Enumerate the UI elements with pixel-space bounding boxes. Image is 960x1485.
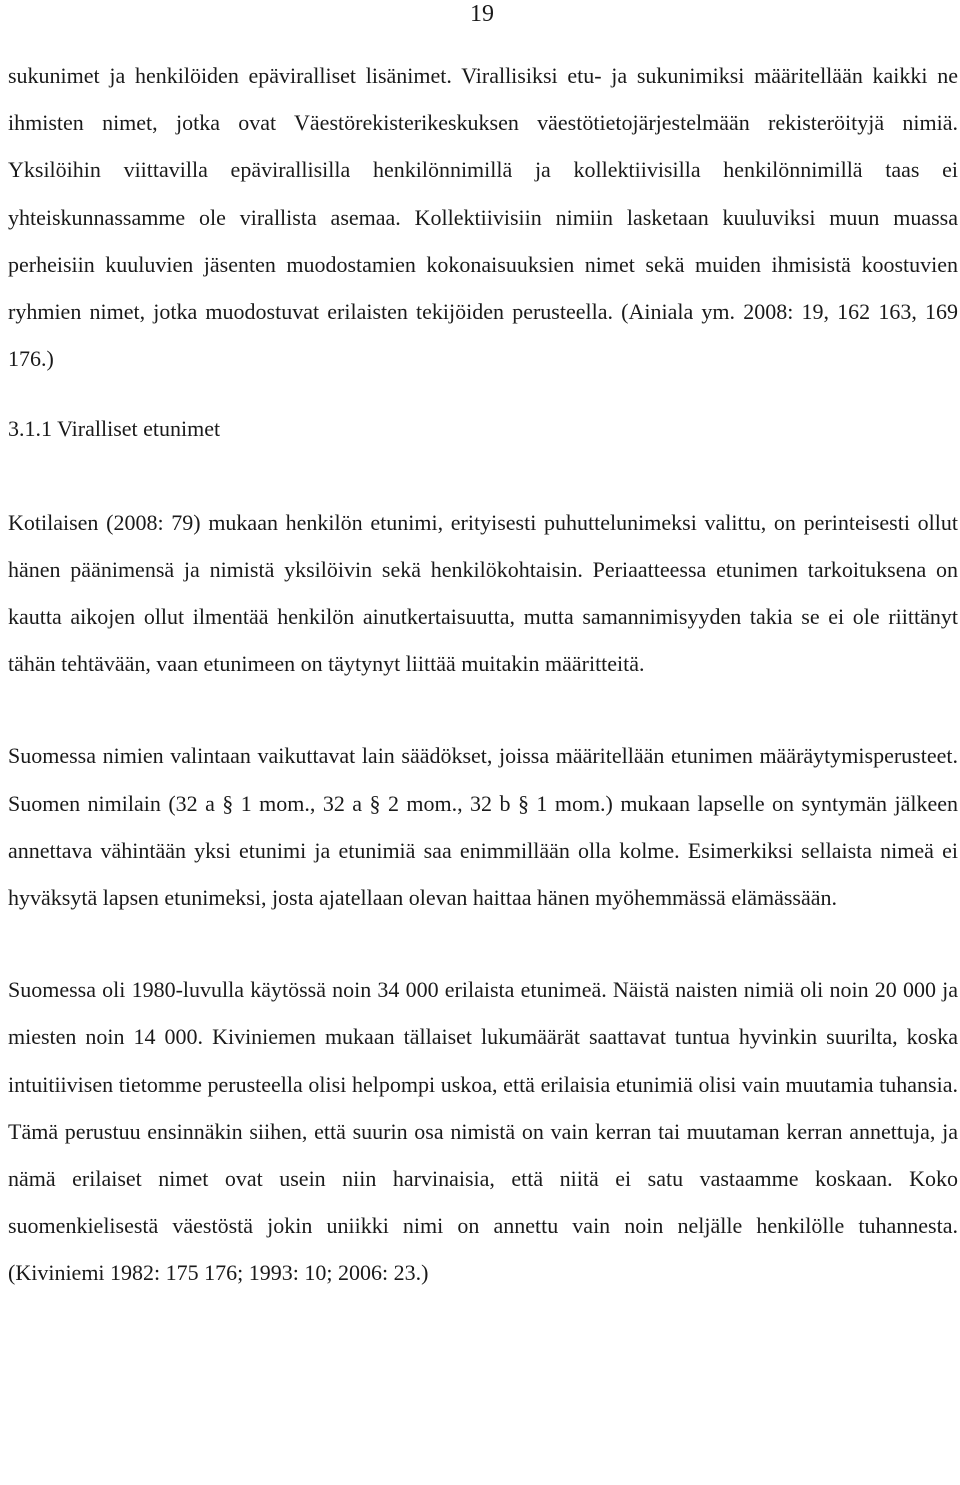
page-number: 19 xyxy=(470,1,494,27)
paragraph-name-law: Suomessa nimien valintaan vaikuttavat lain säädökset, joissa määritellään etunimen määräytymisperusteet. Suomen nimilain (32 a § 1 mom., 32 a § 2 mom., 32 b § 1 mom.) mukaan lapselle on syntymän jälkeen annettava vähintään yksi etunimi ja etunimiä saa enimmillään olla kolme. Esimerkiksi sellaista nimeä ei hyväksytä lapsen etunimeksi, josta ajatellaan olevan haittaa hänen myöhemmässä elämässään. xyxy=(8,743,958,911)
section-heading: 3.1.1 Viralliset etunimet xyxy=(8,416,221,442)
paragraph-official-first-names: Kotilaisen (2008: 79) mukaan henkilön etunimi, erityisesti puhuttelunimeksi valittu, on perinteisesti ollut hänen päänimensä ja nimistä yksilöivin sekä henkilökohtaisin. Periaatteessa etunimen tarkoituksena on kautta aikojen ollut ilmentää henkilön ainutkertaisuutta, mutta samannimisyyden takia se ei ole riittänyt tähän tehtävään, vaan etunimeen on täytynyt liittää muitakin määritteitä. xyxy=(8,509,958,677)
document-body xyxy=(8,52,958,1297)
paragraph-name-statistics: Suomessa oli 1980-luvulla käytössä noin 34 000 erilaista etunimeä. Näistä naisten nimiä oli noin 20 000 ja miesten noin 14 000. Kiviniemen mukaan tällaiset lukumäärät saattavat tuntua hyvinkin suurilta, koska intuitiivisen tietomme perusteella olisi helpompi uskoa, että erilaisia etunimiä olisi vain muutamia tuhansia. Tämä perustuu ensinnäkin siihen, että suurin osa nimistä on vain kerran tai muutaman kerran annettuja, ja nämä erilaiset nimet ovat usein niin harvinaisia, että niitä ei satu vastaamme koskaan. Koko suomenkielisestä väestöstä jokin uniikki nimi on annettu vain noin neljälle henkilölle tuhannesta. (Kiviniemi 1982: 175 176; 1993: 10; 2006: 23.) xyxy=(8,977,958,1286)
paragraph-intro: sukunimet ja henkilöiden epäviralliset lisänimet. Virallisiksi etu- ja sukunimiksi määritellään kaikki ne ihmisten nimet, jotka ovat Väestörekisterikeskuksen väestötietojärjestelmään rekisteröityjä nimiä. Yksilöihin viittavilla epävirallisilla henkilönnimillä ja kollektiivisilla henkilönnimillä taas ei yhteiskunnassamme ole virallista asemaa. Kollektiivisiin nimiin lasketaan kuuluviksi muun muassa perheisiin kuuluvien jäsenten muodostamien kokonaisuuksien nimet sekä muiden ihmisistä koostuvien ryhmien nimet, jotka muodostuvat erilaisten tekijöiden perusteella. (Ainiala ym. 2008: 19, 162 163, 169 176.) xyxy=(8,63,958,372)
